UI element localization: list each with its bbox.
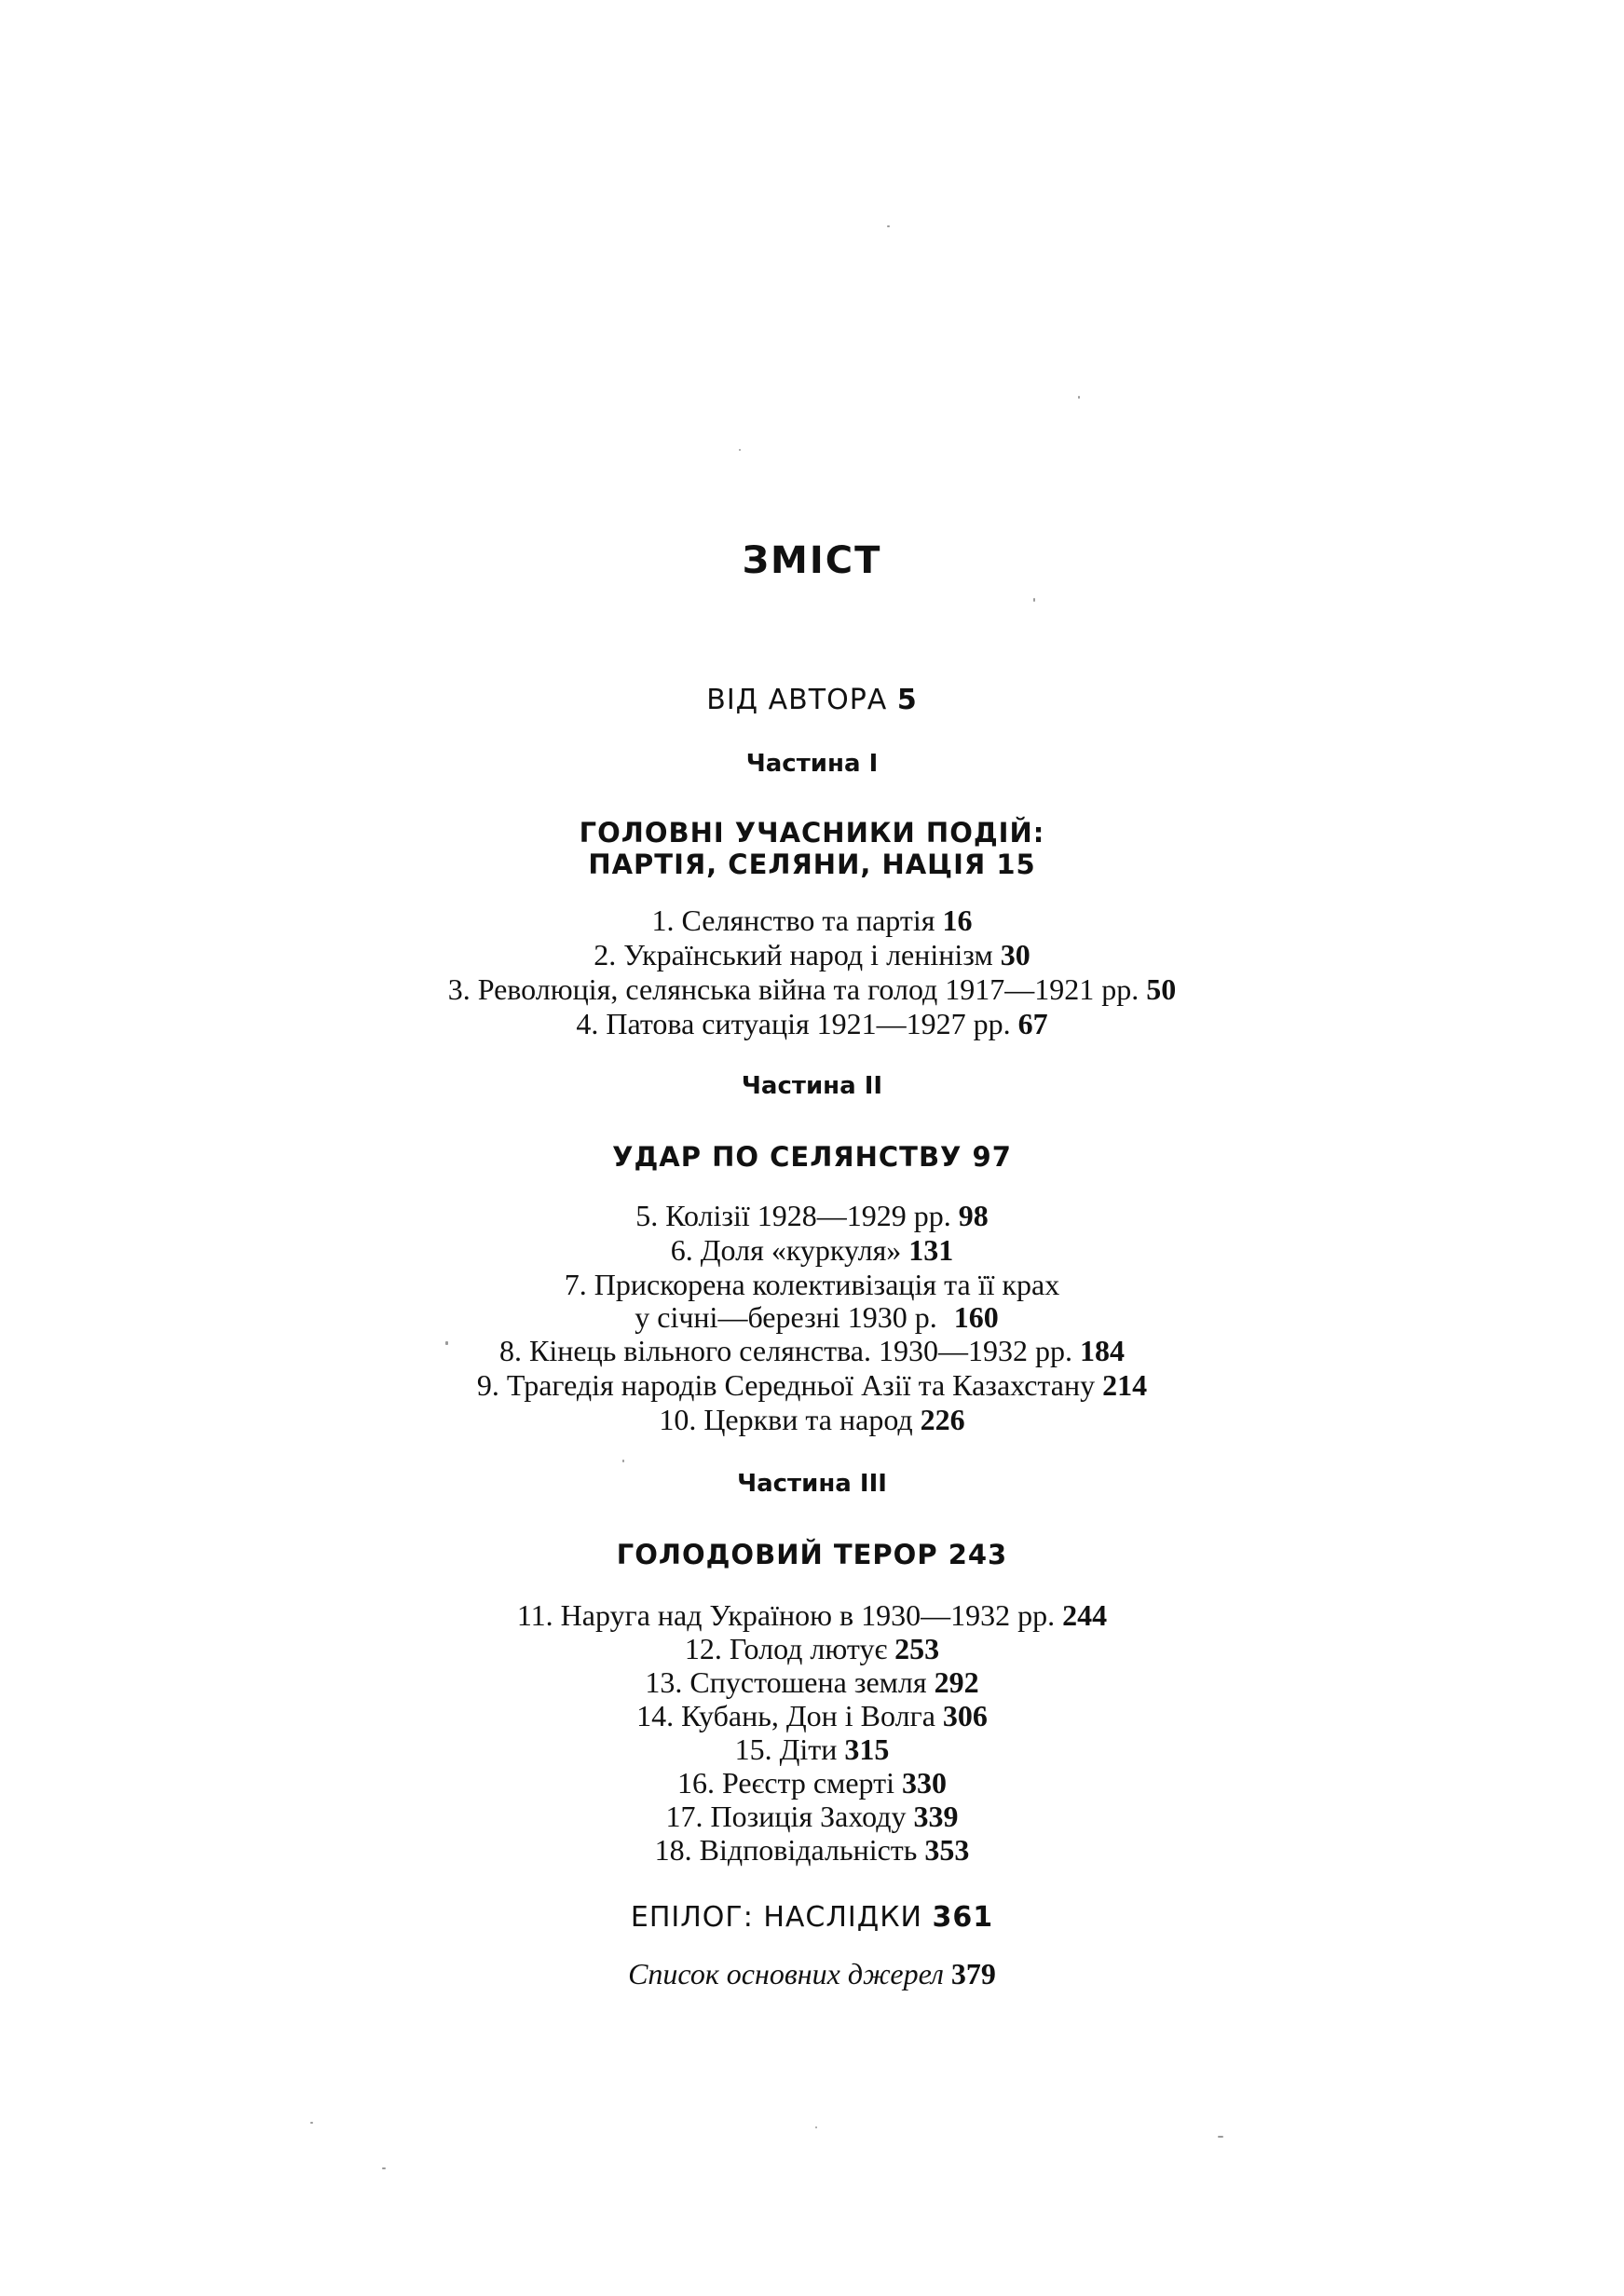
scan-speck [739,449,741,451]
entry-title-continuation: у січні—березні 1930 р. [635,1300,937,1334]
entry-title: 12. Голод лютує [684,1632,888,1665]
entry-page: 50 [1146,972,1177,1006]
part-label: Частина II [741,1072,883,1100]
entry-title: 16. Реєстр смерті [677,1766,894,1800]
toc-entry-chapter[interactable] [0,1600,1624,1630]
scan-speck [382,2167,386,2169]
entry-title: 4. Патова ситуація 1921—1927 рр. [576,1007,1011,1040]
entry-page: 184 [1079,1334,1125,1367]
toc-entry-chapter[interactable] [0,974,1624,1004]
scan-speck [1218,2136,1223,2138]
scan-speck [445,1341,448,1345]
entry-title: 18. Відповідальність [654,1833,918,1867]
scan-speck [622,1460,624,1462]
entry-title: ЕПІЛОГ: НАСЛІДКИ [630,1901,922,1934]
entry-page: 214 [1102,1368,1148,1402]
toc-entry-chapter[interactable] [0,1768,1624,1798]
toc-entry-chapter[interactable] [0,1270,1624,1299]
entry-page: 98 [958,1199,989,1232]
toc-entry-sources[interactable] [0,1959,1624,1989]
entry-page: 131 [908,1233,954,1267]
entry-title: 1. Селянство та партія [651,903,935,937]
toc-entry-foreword[interactable] [0,686,1624,714]
entry-title: 13. Спустошена земля [645,1665,927,1699]
toc-entry-chapter[interactable] [0,1235,1624,1265]
part-title[interactable] [0,817,1624,849]
toc-entry-chapter[interactable] [0,1201,1624,1230]
part-title-text: ГОЛОДОВИЙ ТЕРОР [616,1539,938,1570]
entry-title: 3. Революція, селянська війна та голод 1917—1921 рр. [447,972,1140,1006]
toc-entry-chapter[interactable] [0,1370,1624,1400]
entry-page: 5 [896,684,918,716]
part-title-text: ГОЛОВНІ УЧАСНИКИ ПОДІЙ: [579,817,1045,849]
scan-speck [815,2126,817,2128]
entry-page: 353 [924,1833,970,1867]
entry-page: 30 [1000,938,1030,971]
entry-page: 292 [934,1665,979,1699]
toc-entry-epilogue[interactable] [0,1901,1624,1934]
toc-entry-chapter[interactable] [0,940,1624,970]
part-page: 97 [972,1141,1012,1173]
toc-entry-chapter-continuation[interactable] [0,1302,1624,1332]
scan-speck [1033,598,1035,602]
part-title-text: УДАР ПО СЕЛЯНСТВУ [612,1141,962,1173]
entry-page: 306 [942,1699,988,1732]
entry-title: ВІД АВТОРА [706,684,888,716]
toc-entry-chapter[interactable] [0,905,1624,935]
part-label: Частина I [745,750,879,778]
entry-page: 67 [1017,1007,1048,1040]
toc-entry-chapter[interactable] [0,1667,1624,1697]
part-page: 15 [996,849,1036,880]
entry-page: 315 [844,1732,890,1766]
toc-entry-chapter[interactable] [0,1835,1624,1865]
part-page: 243 [948,1539,1008,1570]
part-title[interactable] [0,1141,1624,1173]
part-title-continuation[interactable] [0,851,1624,878]
toc-entry-chapter[interactable] [0,1009,1624,1039]
entry-title: 10. Церкви та народ [659,1403,913,1436]
entry-page: 160 [953,1300,999,1334]
scan-speck [310,2122,313,2124]
toc-entry-chapter[interactable] [0,1734,1624,1764]
entry-title: 14. Кубань, Дон і Волга [636,1699,935,1732]
part-label: Частина III [737,1470,887,1498]
entry-title: 9. Трагедія народів Середньої Азії та Казахстану [476,1368,1096,1402]
toc-heading: ЗМІСТ [742,539,882,582]
entry-title: 6. Доля «куркуля» [670,1233,902,1267]
entry-page: 361 [932,1901,994,1934]
entry-page: 253 [894,1632,940,1665]
toc-entry-chapter[interactable] [0,1634,1624,1664]
entry-page: 379 [950,1957,996,1990]
entry-page: 226 [920,1403,965,1436]
entry-title: 2. Український народ і ленінізм [594,938,993,971]
entry-page: 244 [1062,1598,1108,1632]
entry-page: 339 [913,1800,959,1833]
part-title[interactable] [0,1539,1624,1570]
entry-title: 7. Прискорена колективізація та її крах [564,1268,1060,1301]
entry-page: 330 [902,1766,947,1800]
scan-speck [1078,396,1080,399]
entry-title: 11. Наруга над Україною в 1930—1932 рр. [516,1598,1056,1632]
scan-speck [887,225,890,227]
entry-title: 5. Колізії 1928—1929 рр. [635,1199,951,1232]
toc-entry-chapter[interactable] [0,1801,1624,1831]
part-title-text: ПАРТІЯ, СЕЛЯНИ, НАЦІЯ [588,849,987,880]
toc-entry-chapter[interactable] [0,1701,1624,1731]
entry-title: 8. Кінець вільного селянства. 1930—1932 рр. [499,1334,1072,1367]
entry-page: 16 [942,903,973,937]
entry-title: Список основних джерел [628,1957,944,1990]
toc-entry-chapter[interactable] [0,1336,1624,1365]
entry-title: 15. Діти [734,1732,838,1766]
entry-title: 17. Позиція Заходу [665,1800,907,1833]
toc-entry-chapter[interactable] [0,1405,1624,1434]
